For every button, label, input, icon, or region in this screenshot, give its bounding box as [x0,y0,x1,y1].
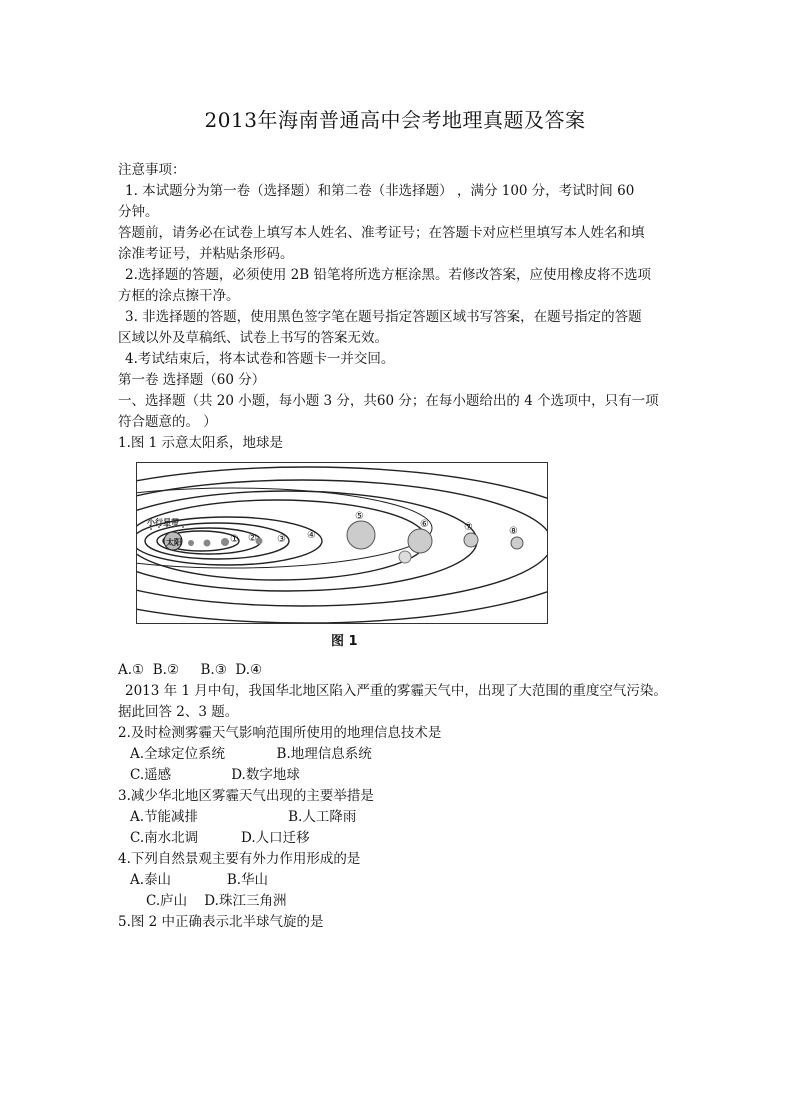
marker-8: ⑧ [509,526,518,537]
planet-earth [221,538,229,546]
planet-saturn [408,529,432,553]
asteroid-belt-label: 小行星带 [147,518,179,527]
notice-line: 涂准考证号，并粘贴条形码。 [118,246,294,262]
q3-options: A.节能减排 B.人工降雨 [130,809,357,825]
page-title: 2013年海南普通高中会考地理真题及答案 [204,108,586,132]
section-heading: 第一卷 选择题（60 分） [118,372,266,388]
q4-options: A.泰山 B.华山 [130,872,269,888]
marker-1: ① [230,534,239,545]
q1-options: A.① B.② B.③ D.④ [118,662,263,678]
notice-line: 答题前，请务必在试卷上填写本人姓名、准考证号；在答题卡对应栏里填写本人姓名和填 [118,225,645,241]
planet-uranus [464,533,478,547]
q2-options: C.遥感 D.数字地球 [130,767,300,783]
planet-mercury [188,540,194,546]
context-text: 据此回答 2、3 题。 [118,704,239,720]
part-instructions: 符合题意的。 ） [118,414,217,430]
figure-caption: 图 1 [331,634,358,649]
marker-4: ④ [307,530,316,541]
q3-options: C.南水北调 D.人口迁移 [130,830,310,846]
q2-options: A.全球定位系统 B.地理信息系统 [130,746,372,762]
context-text: 2013 年 1 月中旬，我国华北地区陷入严重的雾霾天气中，出现了大范围的重度空气污染。 [125,683,667,699]
saturn-moon [399,551,411,563]
orbit-7 [137,480,547,606]
question-1: 1.图 1 示意太阳系，地球是 [118,435,284,451]
marker-2: ② [248,533,257,544]
planet-venus [204,540,211,547]
question-4: 4.下列自然景观主要有外力作用形成的是 [118,851,361,867]
planet-jupiter [347,521,375,549]
notice-heading: 注意事项： [118,162,186,178]
notice-line: 区域以外及草稿纸、试卷上书写的答案无效。 [118,330,388,346]
planet-neptune [511,537,523,549]
notice-line: 分钟。 [118,204,159,220]
question-5: 5.图 2 中正确表示北半球气旋的是 [118,914,324,930]
sun-label: 太阳 [166,538,182,547]
q4-options: C.庐山 D.珠江三角洲 [146,893,287,909]
notice-line: 1. 本试题分为第一卷（选择题）和第二卷（非选择题） ，满分 100 分，考试时间 60 [125,183,635,199]
part-instructions: 一、选择题（共 20 小题，每小题 3 分，共60 分；在每小题给出的 4 个选项中，只有一项 [118,393,659,409]
orbit-8 [137,467,547,623]
marker-5: ⑤ [355,511,364,522]
question-3: 3.减少华北地区雾霾天气出现的主要举措是 [118,788,374,804]
marker-7: ⑦ [464,522,473,533]
solar-system-figure [136,462,548,624]
question-2: 2.及时检测雾霾天气影响范围所使用的地理信息技术是 [118,725,442,741]
questions-block [118,660,678,933]
marker-6: ⑥ [420,519,429,530]
notice-block [118,160,678,454]
notice-line: 2.选择题的答题，必须使用 2B 铅笔将所选方框涂黑。若修改答案，应使用橡皮将不选项 [125,267,651,283]
notice-line: 方框的涂点擦干净。 [118,288,240,304]
solar-system-diagram [137,463,547,623]
notice-line: 4.考试结束后，将本试卷和答题卡一并交回。 [125,351,395,367]
marker-3: ③ [277,534,286,545]
notice-line: 3. 非选择题的答题，使用黑色签字笔在题号指定答题区域书写答案，在题号指定的答题 [125,309,642,325]
